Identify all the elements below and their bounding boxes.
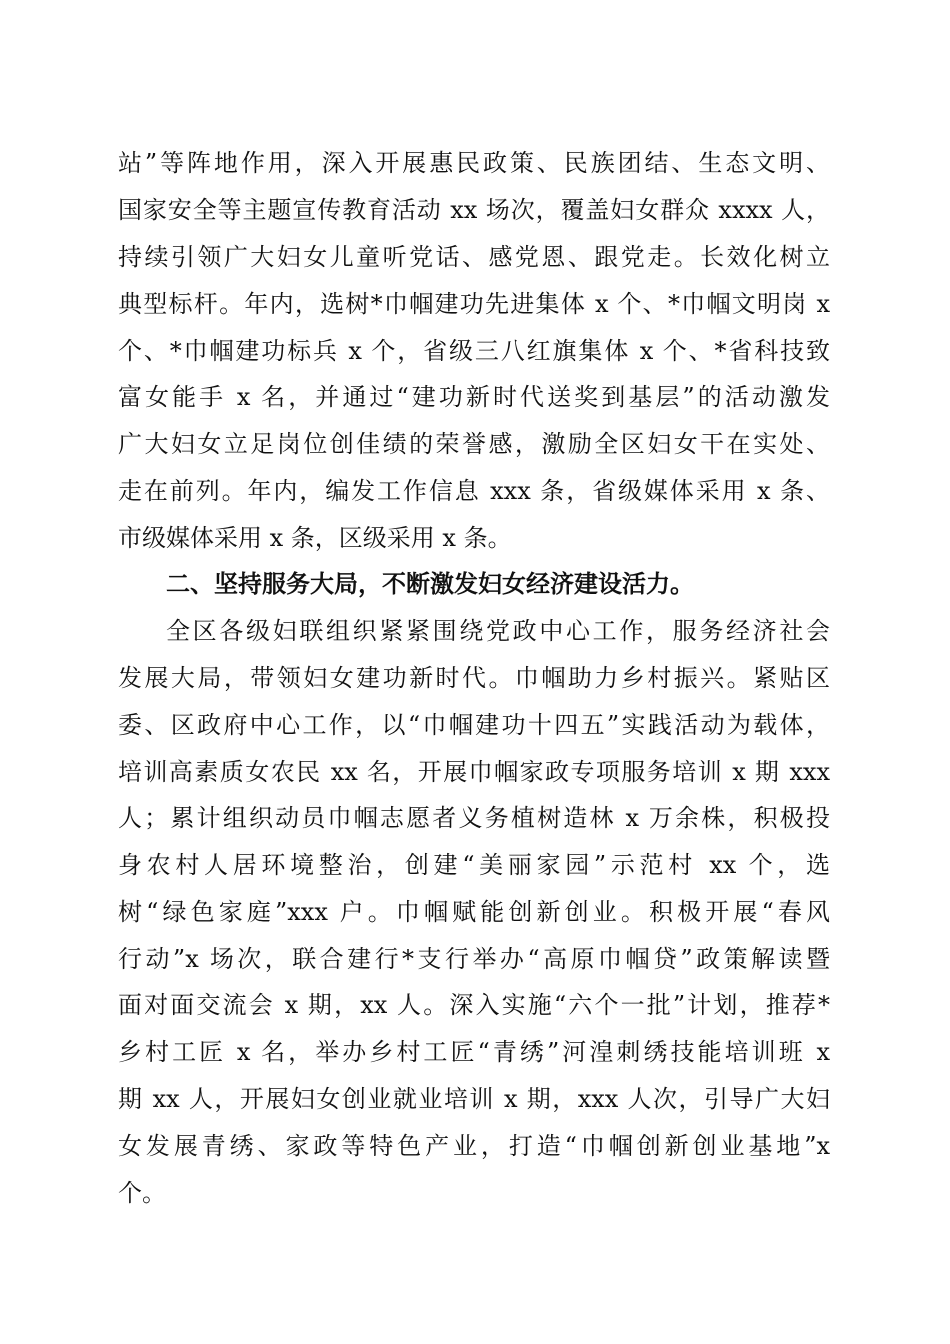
section-heading: 二、坚持服务大局，不断激发妇女经济建设活力。	[166, 570, 694, 598]
text-line: 培训高素质女农民 xx 名，开展巾帼家政专项服务培训 x 期 xxx	[118, 758, 830, 786]
text-line: 人；累计组织动员巾帼志愿者义务植树造林 x 万余株，积极投	[118, 804, 830, 832]
text-line: 走在前列。年内，编发工作信息 xxx 条，省级媒体采用 x 条、	[118, 477, 830, 505]
text-line: 全区各级妇联组织紧紧围绕党政中心工作，服务经济社会	[166, 617, 830, 645]
text-line: 女发展青绣、家政等特色产业，打造“巾帼创新创业基地”x	[118, 1132, 830, 1160]
text-line: 行动”x 场次，联合建行*支行举办“高原巾帼贷”政策解读暨	[118, 945, 830, 973]
text-line: 面对面交流会 x 期，xx 人。深入实施“六个一批”计划，推荐*	[118, 991, 830, 1019]
text-line: 典型标杆。年内，选树*巾帼建功先进集体 x 个、*巾帼文明岗 x	[118, 290, 830, 318]
text-line: 持续引领广大妇女儿童听党话、感党恩、跟党走。长效化树立	[118, 243, 830, 271]
text-line: 富女能手 x 名，并通过“建功新时代送奖到基层”的活动激发	[118, 383, 830, 411]
text-line: 个、*巾帼建功标兵 x 个，省级三八红旗集体 x 个、*省科技致	[118, 337, 830, 365]
text-line: 站”等阵地作用，深入开展惠民政策、民族团结、生态文明、	[118, 149, 830, 177]
text-line: 发展大局，带领妇女建功新时代。巾帼助力乡村振兴。紧贴区	[118, 664, 830, 692]
text-line: 期 xx 人，开展妇女创业就业培训 x 期，xxx 人次，引导广大妇	[118, 1085, 830, 1113]
text-line: 委、区政府中心工作，以“巾帼建功十四五”实践活动为载体，	[118, 711, 830, 739]
text-line: 市级媒体采用 x 条，区级采用 x 条。	[118, 524, 512, 552]
text-line: 乡村工匠 x 名，举办乡村工匠“青绣”河湟刺绣技能培训班 x	[118, 1038, 830, 1066]
text-line: 树“绿色家庭”xxx 户。巾帼赋能创新创业。积极开展“春风	[118, 898, 830, 926]
text-line: 身农村人居环境整治，创建“美丽家园”示范村 xx 个，选	[118, 851, 830, 879]
text-line: 广大妇女立足岗位创佳绩的荣誉感，激励全区妇女干在实处、	[118, 430, 830, 458]
text-line: 个。	[118, 1179, 166, 1207]
text-line: 国家安全等主题宣传教育活动 xx 场次，覆盖妇女群众 xxxx 人，	[118, 196, 830, 224]
